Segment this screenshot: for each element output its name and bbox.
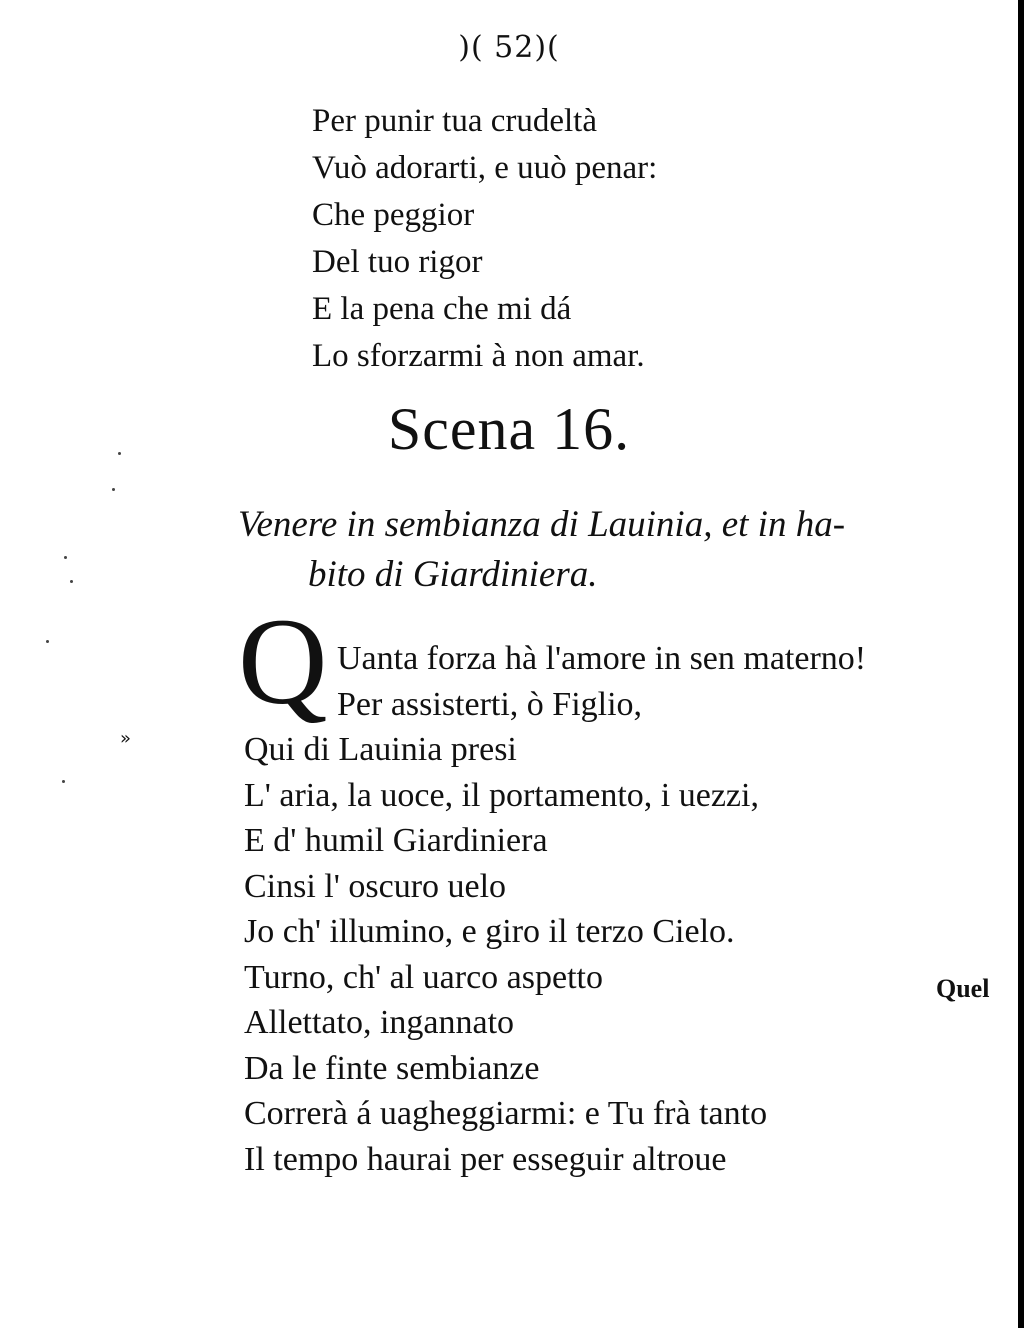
speech-block [244, 636, 866, 1182]
speech-line: Cinsi l' oscuro uelo [244, 867, 507, 905]
stage-direction [238, 500, 998, 600]
ink-speck [112, 488, 115, 491]
speech-line: Qui di Lauinia presi [244, 731, 517, 768]
stanza-line: Per punir tua crudeltà [312, 103, 597, 139]
speech-line: Il tempo haurai per esseguir altroue [244, 1140, 727, 1178]
drop-cap: Q [238, 593, 328, 730]
scene-title: Scena 16. [387, 396, 631, 462]
speech-line: Allettato, ingannato [244, 1004, 515, 1041]
margin-mark: » [120, 728, 132, 749]
speech-line: Turno, ch' al uarco aspetto [244, 958, 603, 996]
speech-line: Per assisterti, ò Figlio, [337, 685, 643, 723]
ink-speck [62, 780, 65, 783]
ink-speck [64, 556, 67, 559]
speech-line: Uanta forza hà l'amore in sen materno! [337, 640, 867, 677]
stanza-line: Lo sforzarmi à non amar. [312, 338, 645, 374]
stage-direction-line: bito di Giardiniera. [308, 554, 598, 595]
speech-line: Correrà á uagheggiarmi: e Tu frà tanto [244, 1095, 768, 1132]
stanza-line: Vuò adorarti, e uuò penar: [312, 150, 658, 186]
stanza-line: Del tuo rigor [312, 244, 483, 280]
speech-line: L' aria, la uoce, il portamento, i uezzi, [244, 776, 759, 814]
stage-direction-line: Venere in sembianza di Lauinia, et in ha- [238, 504, 846, 545]
verse-stanza [312, 98, 657, 380]
speech-line: E d' humil Giardiniera [244, 822, 548, 859]
speech-line: Jo ch' illumino, e giro il terzo Cielo. [244, 913, 735, 950]
ink-speck [46, 640, 49, 643]
ink-speck [70, 580, 73, 583]
speech-line: Da le finte sembianze [244, 1049, 540, 1087]
stanza-line: E la pena che mi dá [312, 291, 572, 327]
stanza-line: Che peggior [312, 197, 475, 233]
ink-speck [118, 452, 121, 455]
catchword: Quel [936, 974, 990, 1003]
page-number: )( 52)( [458, 30, 560, 65]
